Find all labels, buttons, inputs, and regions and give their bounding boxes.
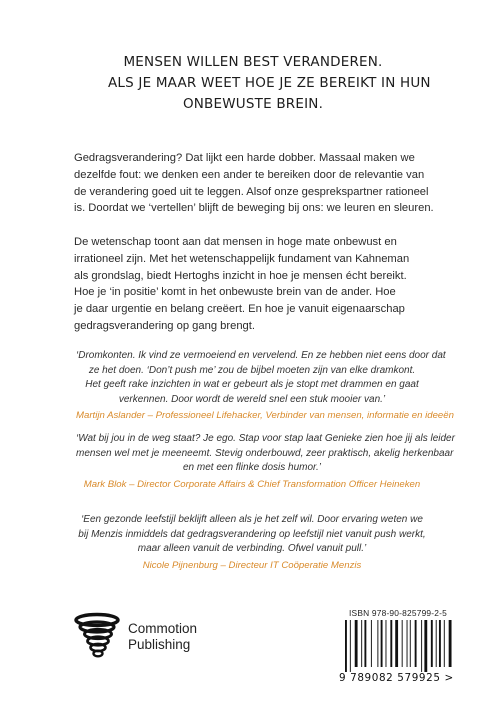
barcode-block [339,608,457,688]
text-line: Gedragsverandering? Dat lijkt een harde dobber. Massaal maken we [74,152,415,164]
quote-line: ‘Dromkonten. Ik vind ze vermoeiend en vervelend. En ze hebben niet eens door dat [76,350,446,361]
testimonial-quote-3 [76,513,428,573]
text-line: als grondslag, biedt Hertoghs inzicht in hoe je mensen écht bereikt. [74,269,407,282]
barcode-digits: 9 789082 579925 > [339,672,454,684]
text-line: de verandering goed uit te leggen. Alsof onze gesprekspartner rationeel [74,185,429,198]
quote-line: ‘Wat bij jou in de weg staat? Je ego. Stap voor stap laat Genieke zien hoe jij als leider [76,433,455,444]
text-line: gedragsverandering op gang brengt. [74,319,255,332]
text-line: dezelfde fout: we denken een ander te bereiken door de relevantie van [74,168,425,181]
headline-line: ONBEWUSTE BREIN. [182,96,324,112]
quote-author: Nicole Pijnenburg – Directeur IT Coöperatie Menzis [142,559,362,571]
quote-text [76,349,446,407]
quote-line: ‘Een gezonde leefstijl beklijft alleen als je het zelf wil. Door ervaring weten we [81,514,423,525]
testimonial-quote-1 [76,349,454,423]
quote-author: Martijn Aslander – Professioneel Lifehacker, Verbinder van mensen, informatie en ideeën [76,410,454,422]
back-cover-headline [108,52,431,115]
barcode-image [339,618,457,672]
publisher-name-line: Commotion [128,621,198,636]
text-line: irrationeel zijn. Met het wetenschappelijk fundament van Kahneman [74,252,410,265]
text-line: is. Doordat we ‘vertellen’ blijft de beweging bij ons: we leuren en sleuren. [74,202,434,215]
publisher-name [128,621,197,653]
quote-text [76,513,428,557]
testimonial-quote-2 [76,432,455,492]
quote-line: Het geeft rake inzichten in wat er gebeurt als je stopt met drammen en gaat [85,379,419,391]
quote-text [76,432,455,476]
text-line: De wetenschap toont aan dat mensen in hoge mate onbewust en [74,236,397,248]
headline-line: MENSEN WILLEN BEST VERANDEREN. [123,54,383,70]
isbn-label: ISBN 978-90-825799-2-5 [349,608,447,618]
quote-line: en met een flinke dosis humor.’ [182,462,322,474]
quote-line: mensen wel met je meeneemt. Stevig onderbouwd, zeer praktisch, akelig herkenbaar [76,447,454,459]
quote-line: verkennen. Door wordt de wereld snel een stuk mooier van.’ [118,393,386,405]
publisher-logo [72,612,242,662]
quote-author: Mark Blok – Director Corporate Affairs & Chief Transformation Officer Heineken [83,478,421,490]
quote-line: ze het doen. ‘Don’t push me’ zou de bijbel moeten zijn van elke dramkont. [88,364,416,376]
text-line: Hoe je ‘in positie’ komt in het onbewuste brein van de ander. Hoe [74,286,396,299]
quote-line: maar alleen vanuit de verbinding. Ofwel vanuit pull.’ [137,543,367,555]
body-paragraph-1 [74,150,432,217]
headline-line: ALS JE MAAR WEET HOE JE ZE BEREIKT IN HUN [108,75,431,91]
spiral-coil-logo-icon [72,612,122,660]
body-paragraph-2 [74,234,432,335]
quote-line: bij Menzis inmiddels dat gedragsverandering op leefstijl niet vanuit push werkt, [78,528,426,540]
text-line: je daar urgentie en belang creëert. En hoe je vanuit eigenaarschap [74,303,405,316]
barcode-bars-icon [339,618,457,672]
publisher-name-line: Publishing [128,637,191,652]
